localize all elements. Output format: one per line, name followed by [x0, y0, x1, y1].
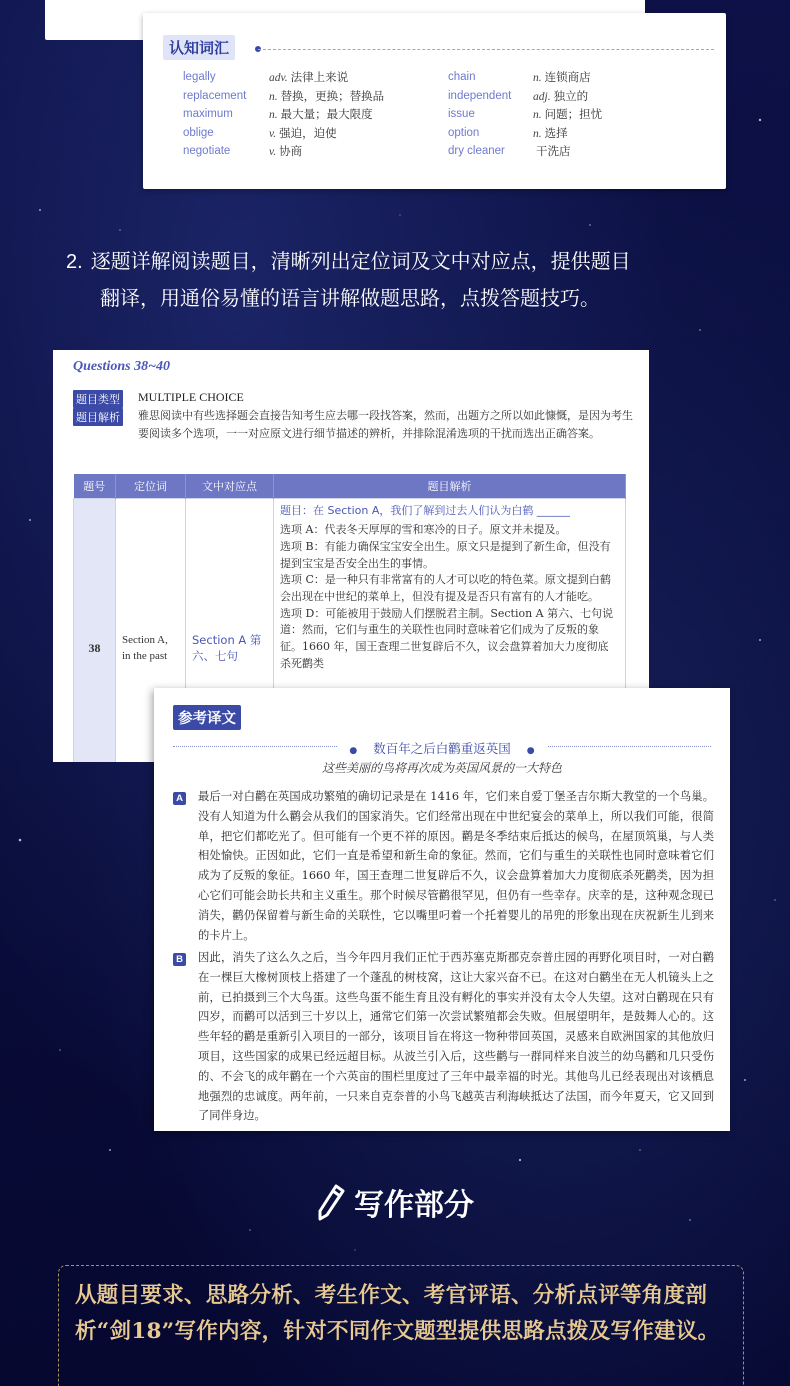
vocab-meaning: v. 协商 — [269, 144, 303, 158]
title-divider — [258, 49, 714, 50]
locator-words: Section A, in the past — [116, 498, 186, 762]
vocabulary-title: 认知词汇 — [163, 35, 235, 60]
column-header: 题目解析 — [274, 474, 626, 498]
vocab-word: independent — [448, 89, 512, 102]
column-header: 文中对应点 — [186, 474, 274, 498]
reference-translation-card — [154, 688, 730, 1131]
description-line-1: 逐题详解阅读题目，清晰列出定位词及文中对应点，提供题目 — [90, 249, 631, 273]
writing-title: 写作部分 — [354, 1188, 474, 1223]
option-d: 选项 D：可能被用于鼓励人们摆脱君主制。Section A 第六、七句说道：然而，它们与重生的关联性也同时意味着它们成为了反叛的象征。1660 年，国王查理二世复辟后不久，议会盘算着加大力度彻底杀死鹳类 — [280, 606, 614, 670]
option-b: 选项 B：有能力确保宝宝安全出生。原文只是提到了新生命，但没有提到宝宝是否安全出生的事情。 — [280, 539, 611, 570]
table-header-row — [74, 474, 626, 498]
vocab-meaning: n. 问题；担忧 — [533, 107, 603, 121]
question-type-badge: 题目类型 — [73, 390, 123, 408]
vocab-row — [183, 87, 703, 106]
translation-subtitle: 这些美丽的鸟将再次成为英国风景的一大特色 — [321, 761, 562, 775]
vocab-word: chain — [448, 71, 476, 83]
vocab-meaning: n. 替换，更换；替换品 — [269, 88, 385, 103]
vocabulary-list — [183, 68, 703, 161]
vocab-meaning: adv. 法律上来说 — [269, 70, 349, 84]
translation-title: ● 数百年之后白鹳重返英国 ● — [337, 741, 546, 756]
paragraph-marker: A — [173, 792, 186, 805]
reading-feature-description — [66, 243, 746, 316]
vocab-meaning: n. 最大量；最大限度 — [269, 107, 373, 121]
vocab-meaning: 干洗店 — [536, 144, 571, 158]
column-header: 题号 — [74, 474, 116, 498]
questions-title: Questions 38~40 — [73, 359, 171, 374]
vocab-word: replacement — [183, 89, 247, 102]
vocab-row — [183, 105, 703, 124]
question-analysis-text: 雅思阅读中有些选择题会直接告知考生应去哪一段找答案，然而，出题方之所以如此慷慨，是因为考生要阅读多个选项，一一对应原文进行细节描述的辨析，并排除混淆选项的干扰而选出正确答案。 — [138, 409, 633, 440]
text-location: Section A 第六、七句 — [186, 498, 274, 762]
vocab-word: maximum — [183, 108, 233, 120]
question-prompt: 题目：在 Section A，我们了解到过去人们认为白鹤 ______ — [280, 503, 570, 517]
vocabulary-card — [143, 13, 726, 189]
question-number: 38 — [74, 498, 116, 762]
vocab-word: oblige — [183, 126, 214, 139]
vocab-meaning: n. 选择 — [533, 125, 568, 140]
vocab-word: issue — [448, 108, 475, 120]
vocab-meaning: adj. 独立的 — [533, 88, 589, 103]
description-line-2: 翻译，用通俗易懂的语言讲解做题思路，点拨答题技巧。 — [100, 286, 600, 310]
paragraph-text: 因此，消失了这么久之后，当今年四月我们正忙于西苏塞克斯郡克奈普庄园的再野化项目时，一对白鹳在一棵巨大橡树顶枝上搭建了一个蓬乱的树枝窝，这让大家兴奋不已。在这对白鹳坐在无人机镜头上之前，已拍摄到三个大鸟蛋。这些鸟蛋不能生育且没有孵化的事实并没有太令人失望。这对白鹳现在只有四岁，而鹳可以活到三十岁以上，通常它们第一次尝试繁殖都会失败。但展望明年，是鼓舞人心的。这些年轻的鹳是重新引入项目的一部分，该项目旨在将这一物种带回英国，灵感来自欧洲国家的其他放归项目，这些国家的成果已经远超目标。从波兰引入后，这些鹳与一群同样来自波兰的幼鸟鹳和几只受伤的、不会飞的成年鹳在一个六英亩的围栏里度过了三年中最幸福的时光。其他鸟儿已经表现出对该栖息地强烈的忠诚度。两年前，一只来自克奈普的小鸟飞越英吉利海峡抵达了法国，而今年夏天，它又回到了同伴身边。 — [198, 951, 714, 1123]
translation-badge: 参考译文 — [173, 705, 241, 730]
vocab-word: negotiate — [183, 145, 231, 157]
vocab-meaning: v. 强迫，迫使 — [269, 125, 337, 140]
option-a: 选项 A：代表冬天厚厚的雪和寒冷的日子。原文并未提及。 — [280, 523, 567, 537]
vocab-word: dry cleaner — [448, 145, 505, 157]
option-c: 选项 C：是一种只有非常富有的人才可以吃的特色菜。原文提到白鹤会出现在中世纪的菜单上，但没有提及是否只有富有的人才能吃。 — [280, 573, 611, 604]
writing-section-heading — [0, 1180, 790, 1231]
paragraph-text: 最后一对白鹳在英国成功繁殖的确切记录是在 1416 年，它们来自爱丁堡圣吉尔斯大教堂的一个鸟巢。没有人知道为什么鹳会从我们的国家消失。它们经常出现在中世纪宴会的菜单上，所以我们可能，很简单，把它们都吃光了。但可能有一个更不祥的原因。鹳是冬季结束后抵达的候鸟，在屋顶筑巢，与人类相处愉快。正因如此，它们一直是希望和新生命的象征。然而，它们与重生的关联性也同时意味着它们成为了反叛的象征。1660 年，国王查理二世复辟后不久，议会盘算着加大力度彻底杀死鹳类，因为担心它们可能会助长共和主义重生。那个时候尽管鹳很罕见，但仍有一些幸存。庆幸的是，这种观念现已消失，鹳仍保留着与新生命的关联性，它以嘴里叼着一个托着婴儿的吊兜的形象出现在庆祝新生儿到来的卡片上。 — [198, 790, 714, 942]
writing-description-box — [58, 1265, 744, 1386]
question-analysis-badge: 题目解析 — [73, 408, 123, 426]
vocab-word: option — [448, 126, 480, 139]
question-type-value: MULTIPLE CHOICE — [138, 390, 244, 404]
section-number: 2. — [66, 251, 83, 273]
vocab-row — [183, 68, 703, 87]
writing-description: 从题目要求、思路分析、考生作文、考官评语、分析点评等角度剖析“剑18”写作内容，针对不同作文题型提供思路点拨及写作建议。 — [75, 1283, 720, 1344]
column-header: 定位词 — [116, 474, 186, 498]
vocab-meaning: n. 连锁商店 — [533, 70, 591, 84]
vocab-word: legally — [183, 71, 216, 83]
vocab-row — [183, 142, 703, 161]
vocab-row — [183, 124, 703, 143]
pencil-icon — [316, 1183, 346, 1231]
paragraph-marker: B — [173, 953, 186, 966]
